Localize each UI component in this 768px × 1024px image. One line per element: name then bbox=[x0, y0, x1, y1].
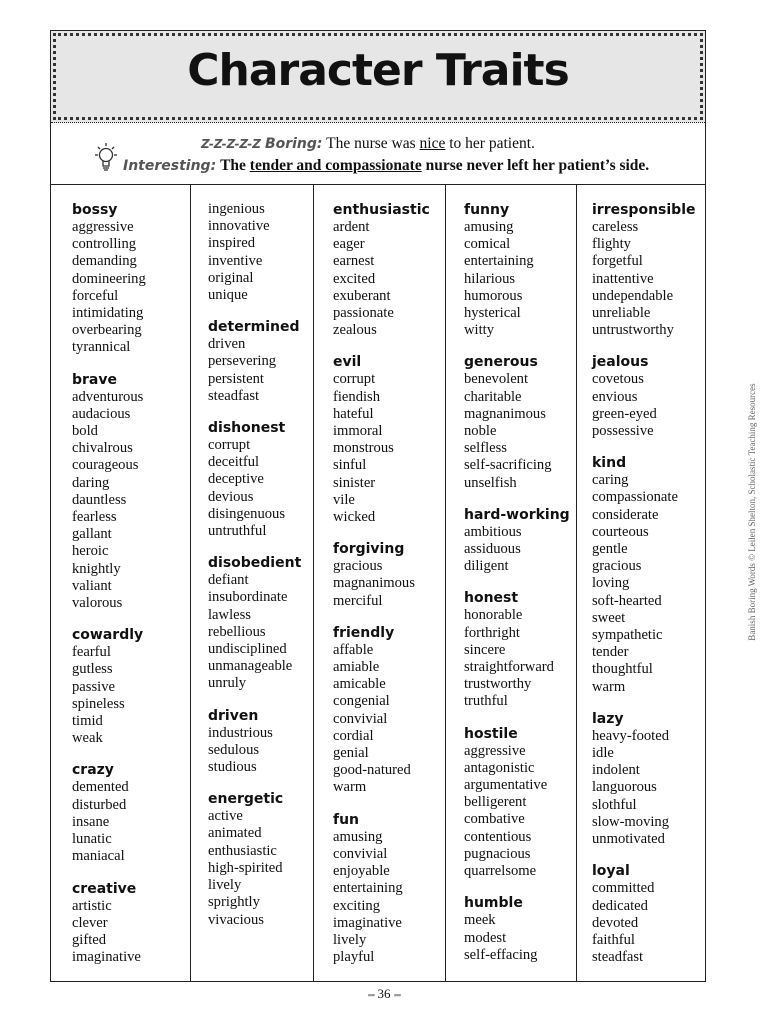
synonym-word: slow-moving bbox=[592, 813, 670, 830]
synonym-word: dedicated bbox=[592, 897, 648, 914]
synonym-word: untrustworthy bbox=[592, 322, 674, 339]
synonym-word: demanding bbox=[72, 253, 137, 270]
word-column-2 bbox=[190, 185, 313, 981]
word-column-1 bbox=[51, 185, 190, 981]
boring-word: nice bbox=[419, 135, 446, 152]
synonym-word: contentious bbox=[464, 828, 532, 845]
synonym-word: enjoyable bbox=[333, 863, 390, 880]
trait-heading: crazy bbox=[72, 762, 114, 779]
synonym-word: driven bbox=[208, 336, 246, 353]
synonym-word: audacious bbox=[72, 405, 131, 422]
trait-group bbox=[72, 880, 190, 967]
trait-group bbox=[592, 454, 705, 696]
trait-group bbox=[333, 811, 445, 967]
synonym-word: careless bbox=[592, 219, 639, 235]
synonym-word: envious bbox=[592, 388, 638, 405]
synonym-word: affable bbox=[333, 641, 374, 658]
interesting-text-post: nurse never left her patient’s side. bbox=[421, 157, 650, 174]
synonym-word: earnest bbox=[333, 253, 375, 270]
trait-heading: funny bbox=[464, 202, 510, 218]
synonym-word: rebellious bbox=[208, 623, 266, 640]
synonym-word: merciful bbox=[333, 592, 383, 609]
synonym-word: amiable bbox=[333, 659, 380, 676]
copyright-credit: Banish Boring Words © Leilen Shelton, Scholastic Teaching Resources bbox=[747, 383, 757, 641]
synonym-word: corrupt bbox=[208, 437, 251, 454]
synonym-word: excited bbox=[333, 270, 376, 287]
synonym-word: humorous bbox=[464, 287, 523, 304]
boring-example bbox=[201, 135, 535, 153]
synonym-word: trustworthy bbox=[464, 676, 532, 693]
synonym-word: lawless bbox=[208, 606, 251, 623]
synonym-word: amusing bbox=[464, 219, 514, 235]
trait-group bbox=[208, 318, 313, 405]
synonym-word: quarrelsome bbox=[464, 863, 537, 880]
trait-group bbox=[208, 201, 313, 304]
trait-group bbox=[208, 419, 313, 540]
footer-dots-right: ▪▪▪ bbox=[393, 990, 401, 1001]
trait-group bbox=[333, 624, 445, 797]
trait-heading: jealous bbox=[592, 354, 649, 371]
synonym-word: antagonistic bbox=[464, 759, 535, 776]
synonym-word: self-sacrificing bbox=[464, 457, 552, 474]
synonym-word: belligerent bbox=[464, 794, 527, 811]
synonym-word: steadfast bbox=[208, 387, 260, 404]
synonym-word: original bbox=[208, 269, 254, 286]
trait-group bbox=[72, 201, 190, 357]
synonym-word: diligent bbox=[464, 558, 509, 575]
synonym-word: fiendish bbox=[333, 388, 381, 405]
synonym-word: unique bbox=[208, 287, 248, 304]
synonym-word: warm bbox=[592, 678, 626, 695]
title-banner bbox=[51, 31, 705, 123]
trait-heading: humble bbox=[464, 895, 523, 912]
synonym-word: persistent bbox=[208, 370, 264, 387]
trait-heading: fun bbox=[333, 811, 360, 828]
synonym-word: forthright bbox=[464, 624, 520, 641]
synonym-word: sinister bbox=[333, 474, 376, 491]
synonym-word: unreliable bbox=[592, 305, 651, 322]
synonym-word: amusing bbox=[333, 828, 383, 845]
trait-heading: dishonest bbox=[208, 420, 286, 437]
trait-heading: bossy bbox=[72, 202, 118, 218]
synonym-word: cordial bbox=[333, 727, 374, 744]
synonym-word: valiant bbox=[72, 577, 112, 594]
synonym-word: deceptive bbox=[208, 471, 264, 488]
synonym-word: sweet bbox=[592, 609, 626, 626]
synonym-word: gutless bbox=[72, 661, 113, 678]
synonym-word: passive bbox=[72, 678, 115, 695]
synonym-word: lively bbox=[333, 931, 367, 948]
synonym-word: hateful bbox=[333, 405, 374, 422]
word-column-3 bbox=[313, 185, 445, 981]
lightbulb-icon bbox=[91, 141, 121, 175]
page-footer bbox=[0, 986, 768, 1002]
boring-text-post: to her patient. bbox=[445, 135, 535, 152]
synonym-word: flighty bbox=[592, 236, 631, 253]
page-number: 36 bbox=[377, 986, 391, 1001]
synonym-word: hilarious bbox=[464, 270, 516, 287]
word-column-5 bbox=[576, 185, 705, 981]
boring-label: Boring: bbox=[264, 136, 323, 152]
trait-heading: loyal bbox=[592, 863, 630, 880]
synonym-word: steadfast bbox=[592, 949, 644, 966]
synonym-word: charitable bbox=[464, 388, 522, 405]
synonym-word: lively bbox=[208, 877, 242, 894]
synonym-word: ardent bbox=[333, 219, 370, 235]
interesting-example bbox=[123, 157, 649, 175]
synonym-word: thoughtful bbox=[592, 661, 653, 678]
synonym-word: convivial bbox=[333, 710, 388, 727]
synonym-word: magnanimous bbox=[333, 575, 415, 592]
trait-heading: hostile bbox=[464, 725, 518, 742]
synonym-word: maniacal bbox=[72, 848, 125, 865]
synonym-word: untruthful bbox=[208, 523, 267, 540]
synonym-word: fearless bbox=[72, 509, 117, 526]
synonym-word: tender bbox=[592, 644, 629, 661]
synonym-word: faithful bbox=[592, 931, 635, 948]
synonym-word: undependable bbox=[592, 287, 674, 304]
synonym-word: adventurous bbox=[72, 388, 144, 405]
synonym-word: imaginative bbox=[72, 949, 141, 966]
synonym-word: modest bbox=[464, 929, 507, 946]
trait-heading: creative bbox=[72, 880, 137, 897]
synonym-word: forceful bbox=[72, 287, 119, 304]
trait-group bbox=[72, 371, 190, 613]
synonym-word: self-effacing bbox=[464, 946, 538, 963]
trait-group bbox=[333, 201, 445, 339]
word-column-4 bbox=[445, 185, 576, 981]
trait-heading: disobedient bbox=[208, 555, 302, 572]
synonym-word: controlling bbox=[72, 236, 137, 253]
synonym-word: pugnacious bbox=[464, 845, 531, 862]
synonym-word: forgetful bbox=[592, 253, 643, 270]
synonym-word: sinful bbox=[333, 457, 367, 474]
synonym-word: zealous bbox=[333, 322, 377, 339]
synonym-word: devious bbox=[208, 488, 254, 505]
synonym-word: courageous bbox=[72, 457, 139, 474]
synonym-word: warm bbox=[333, 779, 367, 796]
synonym-word: slothful bbox=[592, 796, 637, 813]
synonym-word: artistic bbox=[72, 897, 112, 914]
synonym-word: covetous bbox=[592, 371, 644, 388]
synonym-word: combative bbox=[464, 811, 525, 828]
synonym-word: gracious bbox=[592, 558, 642, 575]
synonym-word: argumentative bbox=[464, 777, 548, 794]
synonym-word: knightly bbox=[72, 560, 121, 577]
synonym-word: hysterical bbox=[464, 305, 521, 322]
zzz-icon: Z-Z-Z-Z-Z bbox=[201, 137, 261, 151]
synonym-word: industrious bbox=[208, 724, 273, 741]
page-title: Character Traits bbox=[187, 45, 569, 96]
trait-group bbox=[592, 862, 705, 966]
trait-heading: enthusiastic bbox=[333, 202, 430, 218]
synonym-word: unruly bbox=[208, 675, 247, 692]
synonym-word: benevolent bbox=[464, 371, 529, 388]
trait-heading: driven bbox=[208, 707, 259, 724]
synonym-word: vivacious bbox=[208, 911, 264, 928]
synonym-word: green-eyed bbox=[592, 405, 657, 422]
synonym-word: ambitious bbox=[464, 523, 522, 540]
synonym-word: wicked bbox=[333, 509, 376, 526]
synonym-word: magnanimous bbox=[464, 405, 546, 422]
synonym-word: inventive bbox=[208, 252, 263, 269]
synonym-word: compassionate bbox=[592, 489, 678, 506]
trait-group bbox=[72, 761, 190, 865]
synonym-word: heroic bbox=[72, 543, 109, 560]
trait-heading: determined bbox=[208, 319, 300, 336]
trait-heading: evil bbox=[333, 354, 362, 371]
trait-heading: friendly bbox=[333, 624, 395, 641]
synonym-word: spineless bbox=[72, 695, 125, 712]
trait-group bbox=[464, 589, 576, 710]
synonym-word: demented bbox=[72, 779, 129, 796]
synonym-word: insubordinate bbox=[208, 589, 288, 606]
synonym-word: loving bbox=[592, 575, 630, 592]
synonym-word: daring bbox=[72, 474, 110, 491]
trait-heading: irresponsible bbox=[592, 202, 696, 218]
synonym-word: innovative bbox=[208, 218, 270, 235]
synonym-word: monstrous bbox=[333, 440, 394, 457]
synonym-word: noble bbox=[464, 423, 497, 440]
synonym-word: heavy-footed bbox=[592, 727, 669, 744]
synonym-word: insane bbox=[72, 813, 110, 830]
trait-group bbox=[333, 540, 445, 610]
synonym-word: convivial bbox=[333, 845, 388, 862]
synonym-word: idle bbox=[592, 745, 614, 762]
synonym-word: entertaining bbox=[464, 253, 534, 270]
synonym-word: active bbox=[208, 808, 243, 825]
trait-group bbox=[464, 353, 576, 491]
synonym-word: eager bbox=[333, 236, 365, 253]
synonym-word: high-spirited bbox=[208, 859, 283, 876]
synonym-word: courteous bbox=[592, 523, 649, 540]
word-columns bbox=[51, 185, 705, 981]
synonym-word: studious bbox=[208, 759, 257, 776]
synonym-word: passionate bbox=[333, 305, 394, 322]
synonym-word: valorous bbox=[72, 595, 123, 612]
synonym-word: witty bbox=[464, 322, 494, 339]
synonym-word: defiant bbox=[208, 572, 249, 589]
synonym-word: assiduous bbox=[464, 541, 521, 558]
synonym-word: possessive bbox=[592, 423, 654, 440]
interesting-text-pre: The bbox=[220, 157, 250, 174]
trait-heading: hard-working bbox=[464, 506, 570, 523]
synonym-word: indolent bbox=[592, 762, 640, 779]
synonym-word: disturbed bbox=[72, 796, 127, 813]
boring-text-pre: The nurse was bbox=[326, 135, 420, 152]
synonym-word: selfless bbox=[464, 440, 507, 457]
synonym-word: unmotivated bbox=[592, 831, 665, 848]
synonym-word: vile bbox=[333, 491, 355, 508]
synonym-word: sprightly bbox=[208, 894, 260, 911]
interesting-phrase: tender and compassionate bbox=[249, 157, 422, 174]
synonym-word: comical bbox=[464, 236, 511, 253]
synonym-word: deceitful bbox=[208, 454, 260, 471]
synonym-word: aggressive bbox=[464, 742, 526, 759]
trait-heading: honest bbox=[464, 590, 519, 607]
trait-heading: brave bbox=[72, 371, 117, 388]
synonym-word: aggressive bbox=[72, 219, 134, 235]
synonym-word: considerate bbox=[592, 506, 659, 523]
trait-heading: kind bbox=[592, 455, 627, 472]
synonym-word: fearful bbox=[72, 644, 111, 661]
synonym-word: domineering bbox=[72, 270, 146, 287]
synonym-word: ingenious bbox=[208, 201, 265, 217]
synonym-word: exciting bbox=[333, 897, 381, 914]
synonym-word: gentle bbox=[592, 541, 628, 558]
trait-heading: lazy bbox=[592, 710, 624, 727]
synonym-word: animated bbox=[208, 825, 262, 842]
interesting-label: Interesting: bbox=[123, 158, 217, 174]
synonym-word: gracious bbox=[333, 558, 383, 575]
synonym-word: tyrannical bbox=[72, 339, 131, 356]
synonym-word: corrupt bbox=[333, 371, 376, 388]
synonym-word: persevering bbox=[208, 353, 277, 370]
trait-group bbox=[464, 894, 576, 964]
synonym-word: dauntless bbox=[72, 491, 127, 508]
trait-group bbox=[592, 353, 705, 440]
synonym-word: amicable bbox=[333, 676, 386, 693]
synonym-word: disingenuous bbox=[208, 505, 286, 522]
synonym-word: undisciplined bbox=[208, 641, 287, 658]
worksheet-frame bbox=[50, 30, 706, 982]
synonym-word: devoted bbox=[592, 914, 639, 931]
trait-group bbox=[464, 506, 576, 576]
trait-heading: cowardly bbox=[72, 627, 144, 644]
trait-heading: forgiving bbox=[333, 541, 405, 558]
synonym-word: congenial bbox=[333, 693, 390, 710]
trait-group bbox=[208, 790, 313, 928]
synonym-word: committed bbox=[592, 880, 655, 897]
synonym-word: inattentive bbox=[592, 270, 654, 287]
synonym-word: gifted bbox=[72, 931, 107, 948]
synonym-word: intimidating bbox=[72, 305, 144, 322]
synonym-word: genial bbox=[333, 745, 369, 762]
synonym-word: good-natured bbox=[333, 762, 411, 779]
synonym-word: soft-hearted bbox=[592, 592, 662, 609]
synonym-word: languorous bbox=[592, 779, 657, 796]
synonym-word: enthusiastic bbox=[208, 842, 277, 859]
synonym-word: unselfish bbox=[464, 474, 517, 491]
synonym-word: clever bbox=[72, 914, 108, 931]
synonym-word: bold bbox=[72, 423, 98, 440]
trait-group bbox=[592, 201, 705, 339]
synonym-word: unmanageable bbox=[208, 658, 293, 675]
synonym-word: meek bbox=[464, 912, 496, 929]
trait-group bbox=[592, 710, 705, 848]
synonym-word: sincere bbox=[464, 641, 506, 658]
trait-group bbox=[208, 554, 313, 692]
synonym-word: sympathetic bbox=[592, 627, 663, 644]
synonym-word: overbearing bbox=[72, 322, 142, 339]
synonym-word: straightforward bbox=[464, 659, 554, 676]
trait-group bbox=[464, 201, 576, 339]
trait-group bbox=[464, 725, 576, 881]
trait-heading: generous bbox=[464, 354, 538, 371]
synonym-word: exuberant bbox=[333, 287, 391, 304]
synonym-word: timid bbox=[72, 713, 103, 730]
trait-group bbox=[333, 353, 445, 526]
trait-group bbox=[208, 707, 313, 777]
synonym-word: truthful bbox=[464, 693, 508, 710]
synonym-word: inspired bbox=[208, 235, 256, 252]
synonym-word: caring bbox=[592, 472, 629, 489]
synonym-word: weak bbox=[72, 730, 103, 747]
example-sentences bbox=[51, 123, 705, 185]
trait-group bbox=[72, 626, 190, 747]
synonym-word: sedulous bbox=[208, 741, 260, 758]
synonym-word: lunatic bbox=[72, 831, 112, 848]
synonym-word: chivalrous bbox=[72, 440, 133, 457]
synonym-word: entertaining bbox=[333, 880, 403, 897]
footer-dots-left: ▪▪▪ bbox=[367, 990, 375, 1001]
synonym-word: immoral bbox=[333, 423, 383, 440]
synonym-word: gallant bbox=[72, 526, 112, 543]
trait-heading: energetic bbox=[208, 791, 284, 808]
synonym-word: imaginative bbox=[333, 914, 402, 931]
synonym-word: playful bbox=[333, 949, 375, 966]
synonym-word: honorable bbox=[464, 607, 523, 624]
